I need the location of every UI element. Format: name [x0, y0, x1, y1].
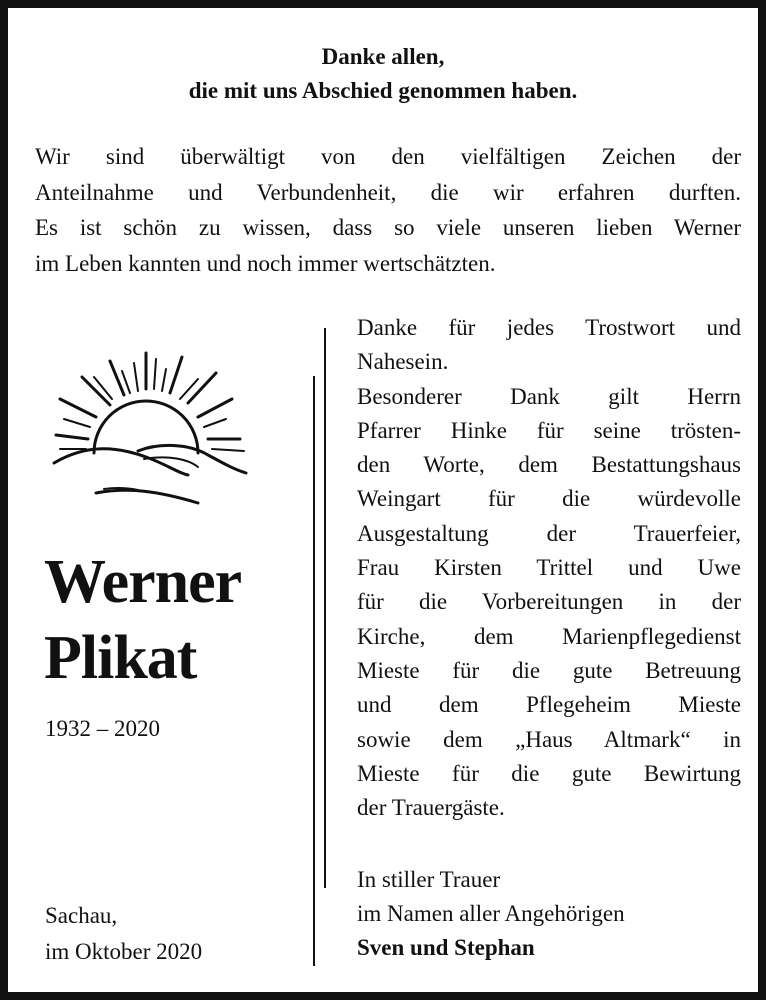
thanks-line: Mieste für die gute Bewirtung	[357, 760, 741, 786]
closing-signature	[357, 863, 625, 965]
thanks-line: Kirche, dem Marienpflegedienst	[357, 623, 741, 649]
thanks-line: Mieste für die gute Betreuung	[357, 657, 741, 683]
sunrise-icon	[48, 343, 258, 513]
intro-line: Wir sind überwältigt von den vielfältigen Zeichen der	[35, 144, 741, 169]
thanks-line: sowie dem „Haus Altmark“ in	[357, 726, 741, 752]
intro-line: im Leben kannten und noch immer wertschätzten.	[35, 250, 496, 276]
signers: Sven und Stephan	[357, 935, 535, 960]
thanks-line: der Trauergäste.	[357, 795, 505, 821]
last-name: Plikat	[44, 624, 197, 692]
deceased-name	[44, 544, 241, 696]
place-date	[45, 898, 202, 970]
thanks-line: und dem Pflegeheim Mieste	[357, 692, 741, 718]
divider-line	[313, 376, 315, 966]
heading-line-2: die mit uns Abschied genommen haben.	[188, 78, 578, 103]
thanks-line: Nahesein.	[357, 349, 449, 375]
thanks-line: Besonderer Dank gilt Herrn	[357, 383, 741, 409]
thanks-line: Danke für jedes Trostwort und	[357, 315, 741, 340]
intro-line: Es ist schön zu wissen, dass so viele unseren lieben Werner	[35, 215, 741, 240]
thanks-line: Pfarrer Hinke für seine trösten-	[357, 417, 741, 443]
heading-line-1: Danke allen,	[321, 44, 445, 69]
closing-line-1: In stiller Trauer	[357, 867, 501, 892]
life-years: 1932 – 2020	[45, 716, 160, 741]
date-line: im Oktober 2020	[45, 939, 203, 964]
heading	[28, 40, 738, 108]
thanks-line: für die Vorbereitungen in der	[357, 589, 741, 615]
thanks-line: Weingart für die würdevolle	[357, 486, 741, 512]
thanks-line: Ausgestaltung der Trauerfeier,	[357, 520, 741, 546]
intro-paragraph	[35, 139, 741, 281]
thanks-line: den Worte, dem Bestattungshaus	[357, 452, 741, 478]
intro-line: Anteilnahme und Verbundenheit, die wir erfahren durften.	[35, 179, 741, 205]
first-name: Werner	[44, 548, 242, 616]
divider-line	[324, 328, 326, 888]
closing-line-2: im Namen aller Angehörigen	[357, 901, 625, 926]
thanks-paragraph	[357, 311, 741, 825]
place-line: Sachau,	[45, 903, 118, 928]
thanks-line: Frau Kirsten Trittel und Uwe	[357, 555, 741, 581]
